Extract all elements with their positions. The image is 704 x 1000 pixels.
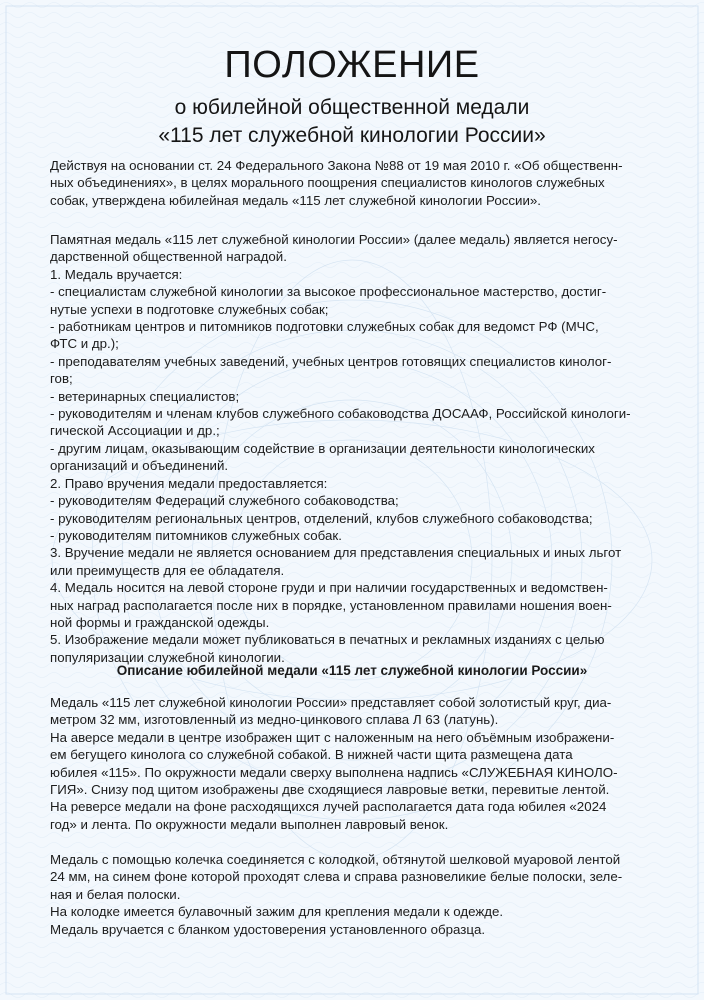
text-line: 3. Вручение медали не является основанием для представления специальных и иных льгот	[50, 545, 622, 561]
text-line: гов;	[50, 371, 73, 387]
text-line: - преподавателям учебных заведений, учебных центров готовящих специалистов кинолог-	[50, 353, 612, 369]
text-line: 2. Право вручения медали предоставляется:	[50, 475, 328, 491]
text-line: ГИЯ». Снизу под щитом изображены две сходящиеся лавровые ветки, перевитые лентой.	[50, 782, 610, 798]
text-line: Действуя на основании ст. 24 Федерального Закона №88 от 19 мая 2010 г. «Об общественн-	[50, 158, 623, 173]
text-line: На колодке имеется булавочный зажим для крепления медали к одежде.	[50, 904, 504, 920]
text-line: - руководителям и членам клубов служебного собаководства ДОСААФ, Российской кинологи-	[50, 406, 631, 422]
text-line: На реверсе медали на фоне расходящихся лучей располагается дата года юбилея «2024	[50, 799, 607, 815]
text-line: метром 32 мм, изготовленный из медно-цинкового сплава Л 63 (латунь).	[50, 712, 499, 728]
text-line: - работникам центров и питомников подготовки служебных собак для ведомст РФ (МЧС,	[50, 319, 599, 335]
text-line: - руководителям Федераций служебного собаководства;	[50, 493, 399, 509]
text-line: юбилея «115». По окружности медали сверху выполнена надпись «СЛУЖЕБНАЯ КИНОЛО-	[50, 764, 618, 780]
ribbon-section	[50, 851, 654, 938]
text-line: - руководителям региональных центров, отделений, клубов служебного собаководства;	[50, 510, 593, 526]
description-heading: Описание юбилейной медали «115 лет служебной кинологии России»	[116, 663, 588, 678]
text-line: собак, утверждена юбилейная медаль «115 лет служебной кинологии России».	[50, 192, 541, 208]
text-line: Памятная медаль «115 лет служебной кинологии России» (далее медаль) является негосу-	[50, 232, 618, 247]
text-line: ных наград располагается после них в порядке, установленном правилами ношения воен-	[50, 597, 612, 613]
document-title: ПОЛОЖЕНИЕ	[224, 44, 480, 86]
text-line: организаций и объединений.	[50, 458, 229, 474]
text-line: - специалистам служебной кинологии за высокое профессиональное мастерство, достиг-	[50, 284, 607, 300]
intro-paragraph	[50, 157, 654, 209]
text-line: 5. Изображение медали может публиковаться в печатных и рекламных изданиях с целью	[50, 632, 605, 648]
description-section	[50, 694, 654, 833]
text-line: ной формы и гражданской одежды.	[50, 614, 270, 630]
text-line: - руководителям питомников служебных собак.	[50, 527, 342, 543]
text-line: гической Ассоциации и др.;	[50, 423, 220, 439]
text-line: Медаль с помощью колечка соединяется с колодкой, обтянутой шелковой муаровой лентой	[50, 852, 621, 867]
text-line: нутые успехи в подготовке служебных собак;	[50, 301, 329, 317]
text-line: дарственной общественной наградой.	[50, 249, 287, 265]
text-line: - другим лицам, оказывающим содействие в организации деятельности кинологических	[50, 440, 595, 456]
text-line: ем бегущего кинолога со служебной собакой. В нижней части щита размещена дата	[50, 747, 573, 763]
rules-section	[50, 231, 654, 666]
document-subtitle-line-1: о юбилейной общественной медали	[174, 96, 530, 119]
text-line: - ветеринарных специалистов;	[50, 388, 240, 404]
text-line: популяризации служебной кинологии.	[50, 649, 285, 665]
text-line: ная и белая полоски.	[50, 886, 181, 902]
text-line: 24 мм, на синем фоне которой проходят слева и справа разновеликие белые полоски, зеле-	[50, 869, 623, 885]
text-line: Медаль вручается с бланком удостоверения установленного образца.	[50, 921, 486, 937]
text-line: Медаль «115 лет служебной кинологии России» представляет собой золотистый круг, диа-	[50, 695, 612, 710]
text-line: ных объединениях», в целях морального поощрения специалистов кинологов служебных	[50, 175, 605, 191]
text-line: 4. Медаль носится на левой стороне груди и при наличии государственных и ведомствен-	[50, 580, 608, 596]
text-line: или преимуществ для ее обладателя.	[50, 562, 285, 578]
text-line: ФТС и др.);	[50, 336, 119, 352]
document-subtitle-line-2: «115 лет служебной кинологии России»	[158, 124, 546, 147]
text-line: 1. Медаль вручается:	[50, 266, 183, 282]
text-line: На аверсе медали в центре изображен щит с наложенным на него объёмным изображени-	[50, 729, 615, 745]
text-line: год» и лента. По окружности медали выполнен лавровый венок.	[50, 816, 449, 832]
